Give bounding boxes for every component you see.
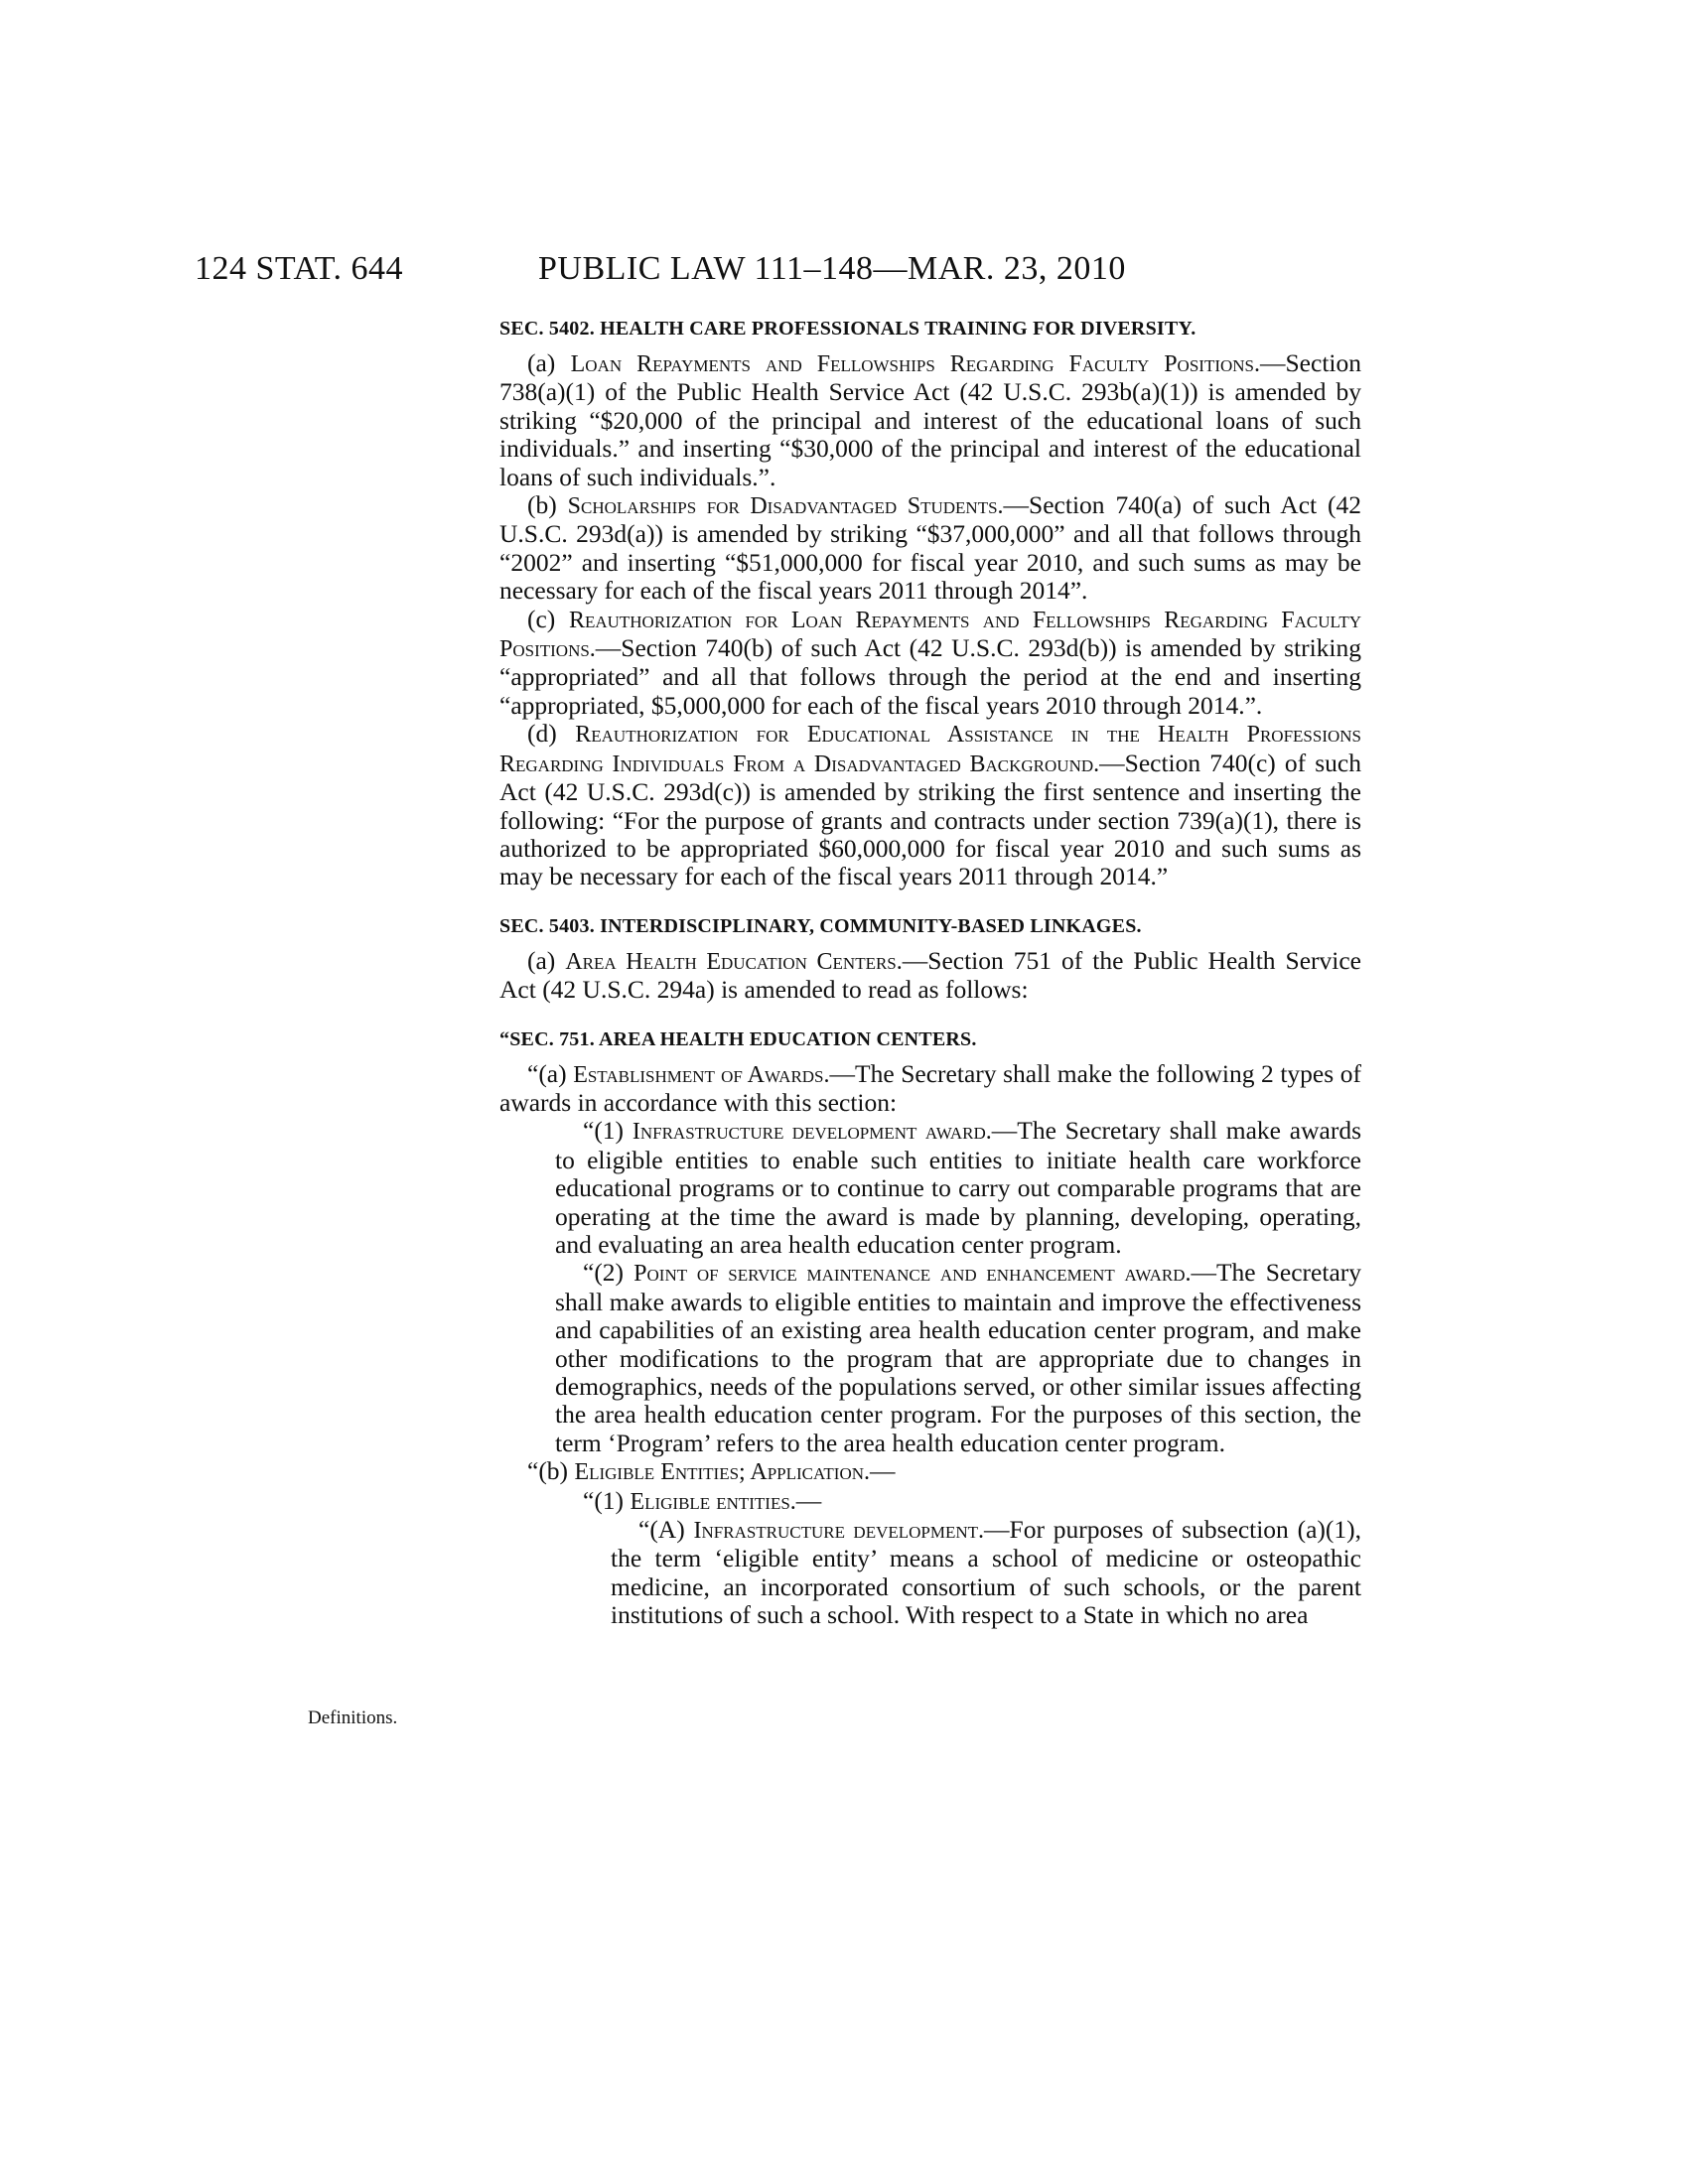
running-head: PUBLIC LAW 111–148—MAR. 23, 2010 — [538, 250, 1126, 287]
paragraph-label: “(1) — [583, 1485, 631, 1515]
subsection-label: (a) — [527, 945, 566, 975]
statute-page-reference: 124 STAT. 644 — [195, 250, 403, 287]
section-5403-heading: SEC. 5403. INTERDISCIPLINARY, COMMUNITY-BASED LINKAGES. — [499, 914, 1142, 937]
subsection-5402-b — [499, 491, 1361, 606]
subsection-caption: Loan Repayments and Fellowships Regarding Faculty Positions. — [570, 351, 1260, 377]
paragraph-caption: Point of service maintenance and enhancement award. — [633, 1261, 1192, 1288]
paragraph-751-b-1 — [555, 1487, 1361, 1516]
subparagraph-caption: Infrastructure development. — [693, 1518, 985, 1545]
subparagraph-text: —For purposes of subsection (a)(1), the term ‘eligible entity’ means a school of medicine or osteopathic medicine, an incorporated consortium of such schools, or the parent institutions of such a school. With respect to a State in which no area — [611, 1515, 1361, 1630]
subsection-caption: Scholarships for Disadvantaged Students. — [567, 493, 1004, 520]
paragraph-text: —The Secretary shall make awards to eligible entities to maintain and improve the effectiveness and capabilities of an existing area health education center program, and make other modifications to the program that are appropriate due to changes in demographics, needs of the populations served, or other similar issues affecting the area health education center program. For the purposes of this section, the term ‘Program’ refers to the area health education center program. — [555, 1258, 1361, 1457]
subsection-text: —The Secretary shall make the following 2 types of awards in accordance with this section: — [499, 1058, 1361, 1117]
subsection-label: (d) — [527, 719, 576, 749]
paragraph-text: —The Secretary shall make awards to eligible entities to enable such entities to initiate health care workforce educational programs or to continue to carry out comparable programs that are operating at the time the award is made by planning, developing, operating, and evaluating an area health education center program. — [555, 1116, 1361, 1259]
subsection-text: —Section 740(c) of such Act (42 U.S.C. 293d(c)) is amended by striking the first sentence and inserting the following: “For the purpose of grants and contracts under section 739(a)(1), there is authorized to be appropriated $60,000,000 for fiscal year 2010 and such sums as may be necessary for each of the fiscal years 2011 through 2014.” — [499, 748, 1361, 891]
subsection-label: (c) — [527, 604, 569, 633]
paragraph-caption: Eligible entities. — [630, 1488, 796, 1515]
paragraph-751-a-1 — [555, 1117, 1361, 1259]
section-751-heading: “SEC. 751. AREA HEALTH EDUCATION CENTERS. — [499, 1027, 977, 1050]
subsection-751-a — [499, 1060, 1361, 1118]
subsection-label: (a) — [527, 348, 571, 377]
paragraph-label: “(1) — [583, 1116, 633, 1146]
subsection-caption: Reauthorization for Loan Repayments and Fellowships Regarding Faculty Positions. — [499, 607, 1361, 663]
page-header — [0, 250, 1688, 290]
subsection-caption: Reauthorization for Educational Assistance in the Health Professions Regarding Individuals From a Disadvantaged Background. — [499, 722, 1362, 777]
subsection-text: —Section 751 of the Public Health Service Act (42 U.S.C. 294a) is amended to read as follows: — [499, 945, 1361, 1005]
subparagraph-label: “(A) — [638, 1515, 694, 1545]
subsection-5402-c — [499, 606, 1361, 721]
paragraph-label: “(2) — [583, 1258, 634, 1288]
document-body — [499, 316, 1361, 1630]
subsection-text: — — [870, 1456, 896, 1486]
subsection-text: —Section 740(a) of such Act (42 U.S.C. 293d(a)) is amended by striking “$37,000,000” and all that follows through “2002” and inserting “$51,000,000 for fiscal year 2010, and such sums as may be necessary for each of the fiscal years 2011 through 2014”. — [499, 490, 1362, 606]
subsection-5402-a — [499, 349, 1361, 491]
subsection-label: (b) — [527, 490, 568, 520]
subsection-text: —Section 740(b) of such Act (42 U.S.C. 293d(b)) is amended by striking “appropriated” and all that follows through the period at the end and inserting “appropriated, $5,000,000 for each of the fiscal years 2010 through 2014.”. — [499, 633, 1361, 720]
section-5402-heading: SEC. 5402. HEALTH CARE PROFESSIONALS TRAINING FOR DIVERSITY. — [499, 318, 1196, 340]
subsection-label: “(b) — [527, 1456, 575, 1486]
subsection-751-b — [499, 1457, 1361, 1486]
subsection-text: —Section 738(a)(1) of the Public Health Service Act (42 U.S.C. 293b(a)(1)) is amended by striking “$20,000 of the principal and interest of the educational loans of such individuals.” and inserting “$30,000 of the principal and interest of the educational loans of such individuals.”. — [499, 348, 1361, 491]
subsection-5403-a — [499, 947, 1361, 1005]
paragraph-text: — — [795, 1485, 822, 1515]
subsection-label: “(a) — [527, 1058, 574, 1088]
subsection-caption: Area Health Education Centers. — [565, 948, 903, 975]
paragraph-caption: Infrastructure development award. — [632, 1119, 992, 1146]
subsection-caption: Eligible Entities; Application. — [574, 1459, 871, 1486]
subparagraph-751-b-1-A — [611, 1516, 1361, 1630]
paragraph-751-a-2 — [555, 1259, 1361, 1457]
subsection-5402-d — [499, 720, 1361, 890]
subsection-caption: Establishment of Awards. — [573, 1061, 830, 1088]
margin-note-definitions: Definitions. — [308, 1707, 398, 1728]
